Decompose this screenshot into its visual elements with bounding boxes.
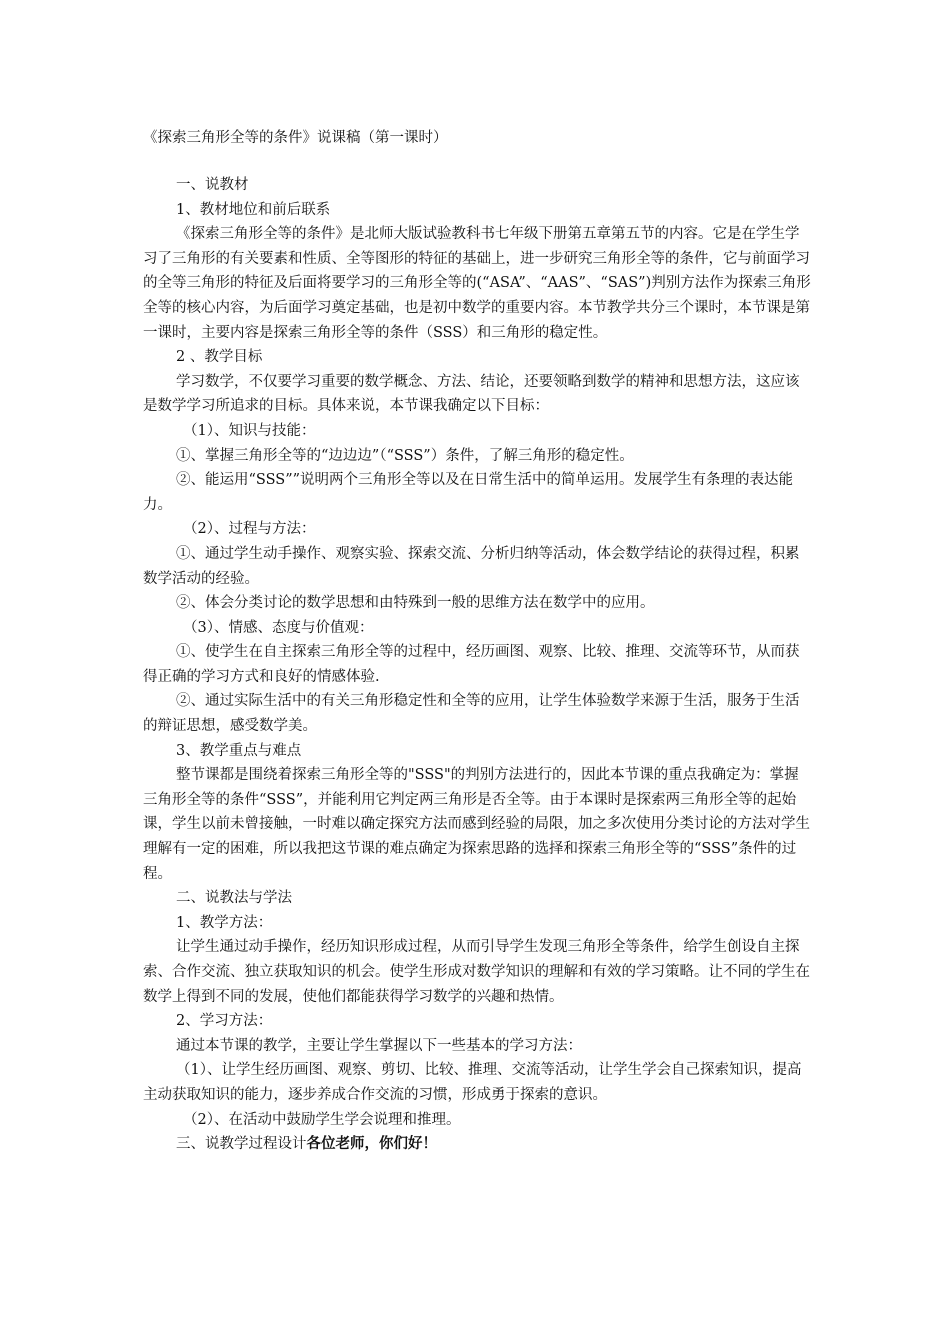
greeting-text: 各位老师，你们好！ [306, 1135, 437, 1153]
paragraph: ①、通过学生动手操作、观察实验、探索交流、分析归纳等活动，体会数学结论的获得过程，积累数学活动的经验。 [143, 545, 800, 587]
paragraph: （3）、情感、态度与价值观： [183, 619, 374, 636]
paragraph: 《探索三角形全等的条件》是北师大版试验教科书七年级下册第五章第五节的内容。它是在学生学习了三角形的有关要素和性质、全等图形的特征的基础上，进一步研究三角形全等的条件，它与前面学习的全等三角形的特征及后面将要学习的三角形全等的(“ASA”、“AAS”、“SAS”)判别方法作为探索三角形全等的核心内容，为后面学习奠定基础，也是初中数学的重要内容。本节教学共分三个课时，本节课是第一课时，主要内容是探索三角形全等的条件（SSS）和三角形的稳定性。 [143, 226, 811, 341]
section-heading: 三、说教学过程设计 [176, 1136, 307, 1153]
paragraph: 2、学习方法： [176, 1013, 273, 1030]
paragraph: 二、说教法与学法 [176, 890, 292, 907]
paragraph: 1、教材地位和前后联系 [176, 201, 331, 218]
paragraph: 一、说教材 [176, 177, 249, 193]
paragraph: （1）、知识与技能： [183, 422, 316, 439]
paragraph: 3、教学重点与难点 [176, 742, 302, 759]
document-body [143, 173, 813, 1157]
paragraph: 整节课都是围绕着探索三角形全等的"SSS"的判别方法进行的，因此本节课的重点我确定为：掌握三角形全等的条件“SSS”，并能利用它判定两三角形是否全等。由于本课时是探索两三角形全等的起始课，学生以前未曾接触，一时难以确定探究方法而感到经验的局限，加之多次使用分类讨论的方法对学生理解有一定的困难，所以我把这节课的难点确定为探索思路的选择和探索三角形全等的“SSS”条件的过程。 [143, 767, 810, 882]
paragraph: （2）、过程与方法： [183, 521, 316, 538]
paragraph: （1）、让学生经历画图、观察、剪切、比较、推理、交流等活动，让学生学会自己探索知识，提高主动获取知识的能力，逐步养成合作交流的习惯，形成勇于探索的意识。 [143, 1062, 802, 1103]
paragraph: 让学生通过动手操作，经历知识形成过程，从而引导学生发现三角形全等条件，给学生创设自主探索、合作交流、独立获取知识的机会。使学生形成对数学知识的理解和有效的学习策略。让不同的学生在数学上得到不同的发展，使他们都能获得学习数学的兴趣和热情。 [143, 939, 810, 1005]
paragraph: ②、体会分类讨论的数学思想和由特殊到一般的思维方法在数学中的应用。 [176, 595, 655, 612]
paragraph-last [143, 1132, 813, 1157]
paragraph: ②、能运用“SSS””说明两个三角形全等以及在日常生活中的简单运用。发展学生有条理的表达能力。 [143, 472, 794, 513]
paragraph: ②、通过实际生活中的有关三角形稳定性和全等的应用，让学生体验数学来源于生活，服务于生活的辩证思想，感受数学美。 [143, 693, 800, 735]
document-title: 《探索三角形全等的条件》说课稿（第一课时） [143, 130, 448, 146]
paragraph: 2 、教学目标 [176, 349, 263, 366]
paragraph: 学习数学，不仅要学习重要的数学概念、方法、结论，还要领略到数学的精神和思想方法，这应该是数学学习所追求的目标。具体来说，本节课我确定以下目标： [143, 373, 800, 415]
paragraph: ①、使学生在自主探索三角形全等的过程中，经历画图、观察、比较、推理、交流等环节，从而获得正确的学习方式和良好的情感体验. [143, 644, 800, 685]
paragraph: 1、教学方法： [176, 914, 273, 931]
paragraph: （2）、在活动中鼓励学生学会说理和推理。 [183, 1111, 461, 1128]
paragraph: ①、掌握三角形全等的“边边边”（“SSS”）条件，了解三角形的稳定性。 [176, 447, 634, 464]
paragraph: 通过本节课的教学，主要让学生掌握以下一些基本的学习方法： [176, 1037, 582, 1054]
